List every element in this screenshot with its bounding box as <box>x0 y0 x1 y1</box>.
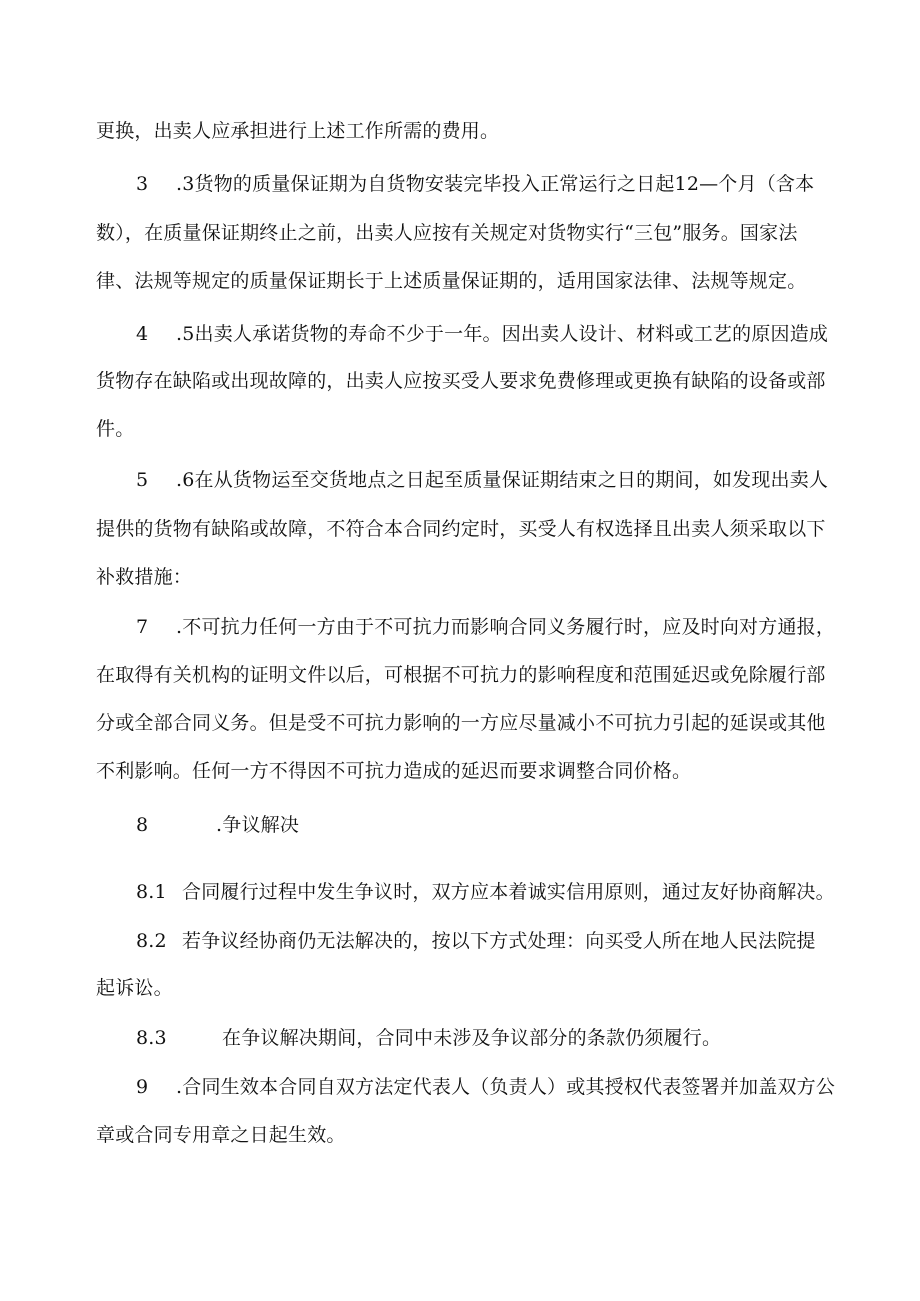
clause-number: 4 <box>136 323 149 345</box>
clause-text: 合同履行过程中发生争议时，双方应本着诚实信用原则，通过友好协商解决。 <box>182 881 835 903</box>
paragraph-line: 数），在质量保证期终止之前，出卖人应按有关规定对货物实行“三包”服务。国家法 <box>96 222 798 244</box>
section-title: .争议解决 <box>216 814 300 836</box>
clause-text: .6在从货物运至交货地点之日起至质量保证期结束之日的期间，如发现出卖人 <box>176 469 829 491</box>
section-8-heading <box>136 813 299 837</box>
paragraph-line: 更换，出卖人应承担进行上述工作所需的费用。 <box>96 120 500 142</box>
clause-number: 8.1 <box>136 881 167 903</box>
clause-number: 3 <box>136 173 149 195</box>
paragraph-line: 律、法规等规定的质量保证期长于上述质量保证期的，适用国家法律、法规等规定。 <box>96 270 807 292</box>
paragraph-line: 不利影响。任何一方不得因不可抗力造成的延迟而要求调整合同价格。 <box>96 760 692 782</box>
paragraph-line: 分或全部合同义务。但是受不可抗力影响的一方应尽量减小不可抗力引起的延误或其他 <box>96 712 826 734</box>
paragraph-line: 起诉讼。 <box>96 977 173 999</box>
clause-8-2-line <box>136 929 816 953</box>
clause-8-1-line <box>136 880 835 904</box>
clause-text: .合同生效本合同自双方法定代表人（负责人）或其授权代表签署并加盖双方公 <box>176 1076 836 1098</box>
clause-number: 7 <box>136 616 149 638</box>
clause-7-line <box>136 615 835 639</box>
paragraph-line: 章或合同专用章之日起生效。 <box>96 1124 346 1146</box>
clause-9-line <box>136 1075 835 1099</box>
paragraph-line: 提供的货物有缺陷或故障，不符合本合同约定时，买受人有权选择且出卖人须采取以下 <box>96 518 826 540</box>
clause-number: 9 <box>136 1076 149 1098</box>
paragraph-line: 在取得有关机构的证明文件以后，可根据不可抗力的影响程度和范围延迟或免除履行部 <box>96 664 826 686</box>
clause-3-line <box>136 172 814 196</box>
clause-text: 在争议解决期间，合同中未涉及争议部分的条款仍须履行。 <box>222 1027 722 1049</box>
clause-number: 8.2 <box>136 930 167 952</box>
paragraph-line: 件。 <box>96 418 135 440</box>
paragraph-line: 补救措施： <box>96 566 193 588</box>
paragraph-line: 货物存在缺陷或出现故障的，出卖人应按买受人要求免费修理或更换有缺陷的设备或部 <box>96 370 826 392</box>
clause-5-line <box>136 468 828 492</box>
clause-number: 8.3 <box>136 1027 167 1049</box>
clause-text: .3货物的质量保证期为自货物安装完毕投入正常运行之日起12—个月（含本 <box>176 173 815 195</box>
clause-4-line <box>136 322 828 346</box>
section-number: 8 <box>136 814 149 836</box>
clause-text: .5出卖人承诺货物的寿命不少于一年。因出卖人设计、材料或工艺的原因造成 <box>176 323 829 345</box>
clause-text: 若争议经协商仍无法解决的，按以下方式处理：向买受人所在地人民法院提 <box>182 930 816 952</box>
clause-8-3-line <box>136 1026 721 1050</box>
clause-text: .不可抗力任何一方由于不可抗力而影响合同义务履行时，应及时向对方通报， <box>176 616 836 638</box>
clause-number: 5 <box>136 469 149 491</box>
